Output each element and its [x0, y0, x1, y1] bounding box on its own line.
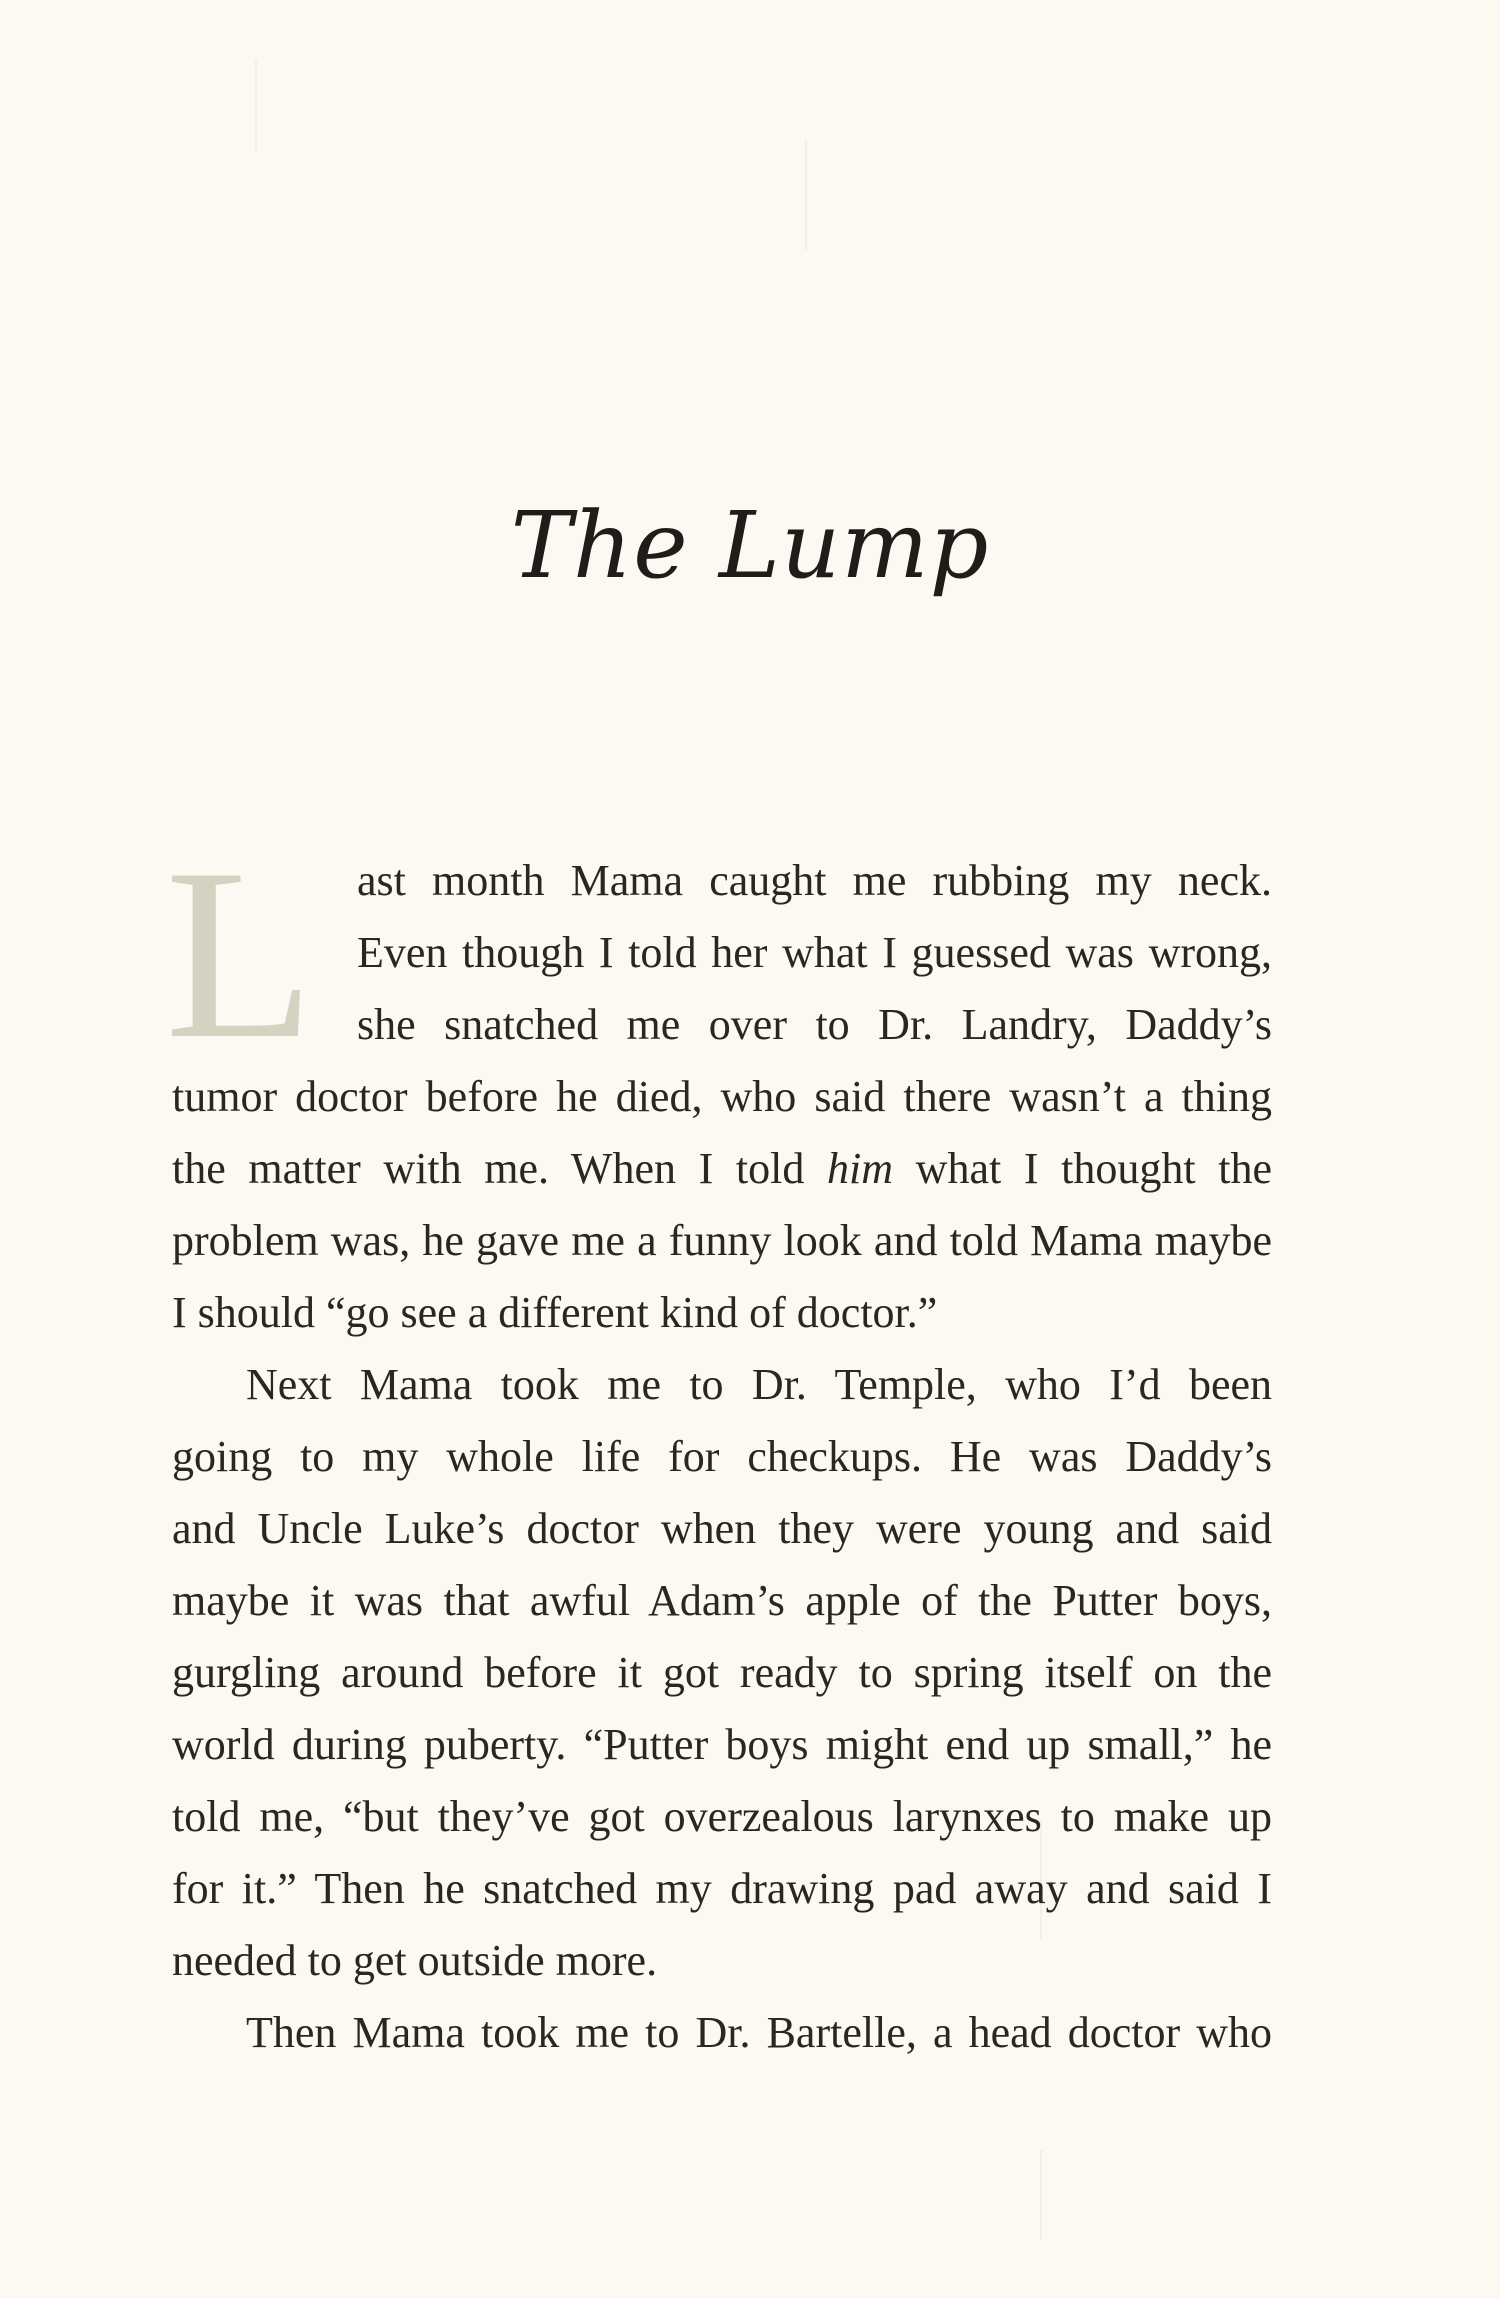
- text-line: I should “go see a different kind of doctor.”: [172, 1288, 938, 1337]
- body-text: [172, 845, 1272, 2069]
- text-line: for it.” Then he snatched my drawing pad away and said I: [172, 1864, 1272, 1913]
- text-line: [172, 1133, 1272, 1205]
- text-line: tumor doctor before he died, who said there wasn’t a thing: [172, 1072, 1272, 1121]
- text-line: needed to get outside more.: [172, 1936, 658, 1985]
- text-line: told me, “but they’ve got overzealous larynxes to make up: [172, 1792, 1272, 1841]
- text-line: she snatched me over to Dr. Landry, Daddy’s: [357, 1000, 1272, 1049]
- text-run: the matter with me. When I told: [172, 1144, 828, 1193]
- emphasis-text: him: [827, 1144, 894, 1193]
- text-line: maybe it was that awful Adam’s apple of the Putter boys,: [172, 1576, 1272, 1625]
- scan-artifact: [1040, 2150, 1042, 2240]
- chapter-title: The Lump: [510, 492, 990, 599]
- text-line: gurgling around before it got ready to spring itself on the: [172, 1648, 1272, 1697]
- text-line: going to my whole life for checkups. He was Daddy’s: [172, 1432, 1272, 1481]
- text-line: problem was, he gave me a funny look and told Mama maybe: [172, 1216, 1272, 1265]
- text-line: and Uncle Luke’s doctor when they were young and said: [172, 1504, 1272, 1553]
- scan-artifact: [805, 140, 807, 250]
- text-line: Even though I told her what I guessed was wrong,: [357, 928, 1272, 977]
- text-line: Next Mama took me to Dr. Temple, who I’d been: [246, 1360, 1272, 1409]
- scan-artifact: [255, 60, 257, 150]
- text-line: Then Mama took me to Dr. Bartelle, a head doctor who: [246, 2008, 1272, 2057]
- text-line: ast month Mama caught me rubbing my neck.: [357, 856, 1272, 905]
- text-line: world during puberty. “Putter boys might end up small,” he: [172, 1720, 1272, 1769]
- drop-cap: L: [165, 818, 315, 1089]
- text-run: what I thought the: [893, 1144, 1273, 1193]
